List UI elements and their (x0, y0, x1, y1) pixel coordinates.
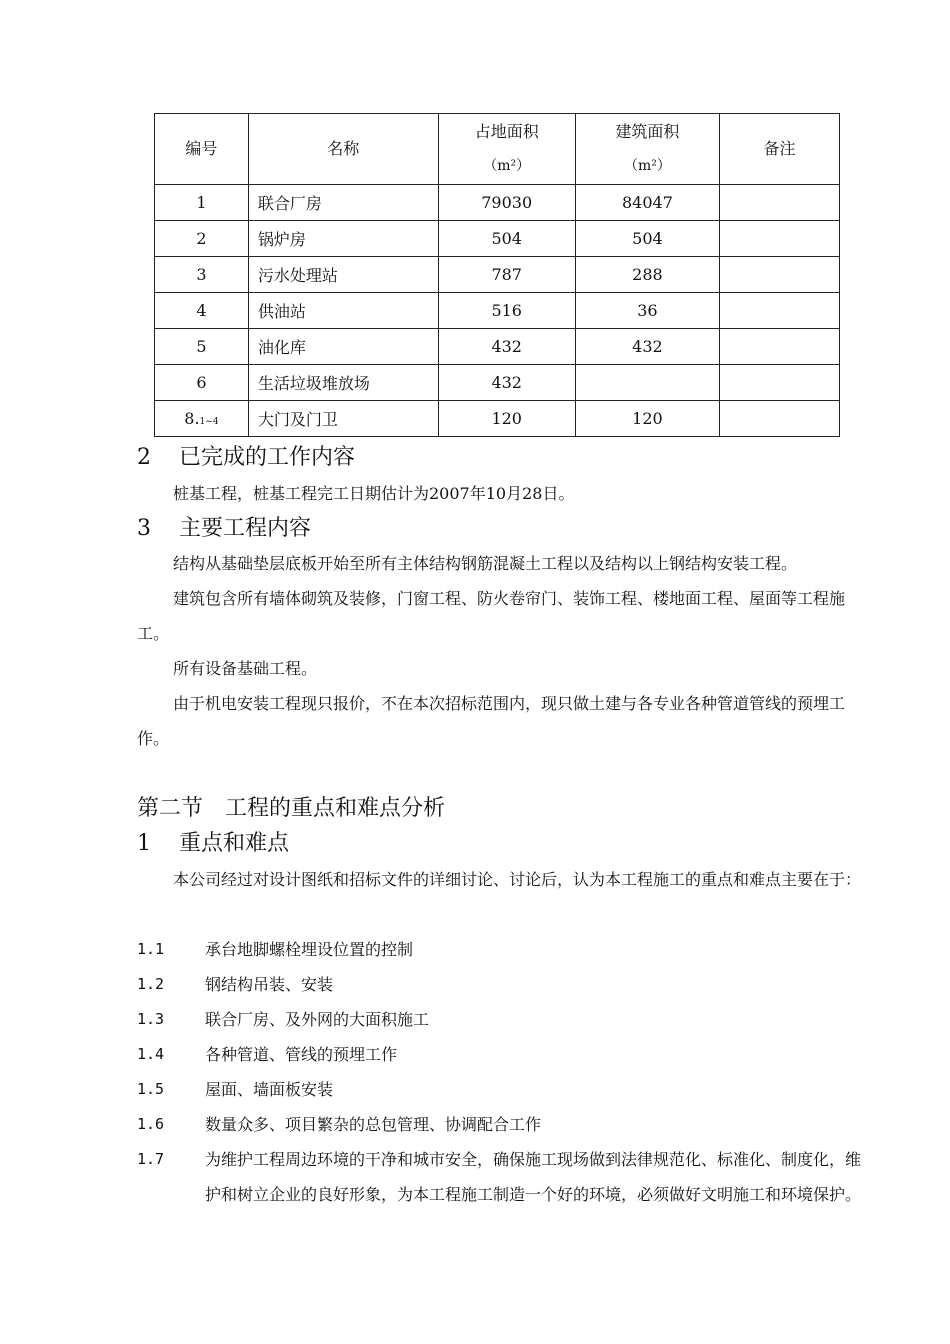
section-heading-completed (137, 440, 355, 471)
paragraph: 建筑包含所有墙体砌筑及装修，门窗工程、防火卷帘门、装饰工程、楼地面工程、屋面等工程施工。 (137, 589, 846, 643)
section-main-work-body (137, 546, 872, 756)
cell-name: 供油站 (248, 293, 438, 329)
cell-name: 污水处理站 (248, 257, 438, 293)
section-title: 重点和难点 (179, 831, 290, 856)
cell-no-text: 4 (196, 301, 207, 320)
cell-no (155, 329, 249, 365)
header-build-area-unit: （m²） (623, 158, 671, 174)
cell-land-area: 432 (438, 329, 575, 365)
header-land-area (438, 114, 575, 185)
cell-note (720, 221, 840, 257)
cell-land-area: 432 (438, 365, 575, 401)
cell-name: 锅炉房 (248, 221, 438, 257)
section-number: 2 (137, 445, 151, 470)
cell-note (720, 401, 840, 437)
list-item-number: 1.4 (137, 1045, 165, 1063)
list-item-text: 承台地脚螺栓埋设位置的控制 (205, 940, 414, 959)
cell-no-text: 5 (196, 337, 207, 356)
cell-no-subscript: 1~4 (199, 417, 219, 427)
cell-no-text: 2 (196, 229, 207, 248)
chapter-heading: 第二节 工程的重点和难点分析 (137, 796, 446, 821)
list-item-text: 数量众多、项目繁杂的总包管理、协调配合工作 (205, 1115, 542, 1134)
paragraph: 由于机电安装工程现只报价，不在本次招标范围内，现只做土建与各专业各种管道管线的预埋工作。 (137, 694, 846, 748)
header-land-area-label: 占地面积 (474, 122, 539, 141)
cell-note (720, 329, 840, 365)
section-heading-key-points (137, 826, 289, 857)
cell-name: 油化库 (248, 329, 438, 365)
header-build-area (575, 114, 719, 185)
list-item-number: 1.7 (137, 1150, 165, 1168)
cell-no (155, 185, 249, 221)
cell-build-area: 504 (575, 221, 719, 257)
cell-note (720, 293, 840, 329)
cell-no-text: 3 (196, 265, 207, 284)
key-points-intro (137, 862, 872, 897)
building-area-table (154, 113, 840, 437)
table-row (155, 257, 840, 293)
section-number: 3 (137, 516, 151, 541)
list-item-number: 1.6 (137, 1115, 165, 1133)
cell-land-area: 120 (438, 401, 575, 437)
cell-no (155, 293, 249, 329)
cell-land-area: 504 (438, 221, 575, 257)
paragraph: 桩基工程，桩基工程完工日期估计为2007年10月28日。 (173, 484, 575, 503)
list-item-number: 1.5 (137, 1080, 165, 1098)
list-item-text: 屋面、墙面板安装 (205, 1080, 334, 1099)
header-name: 名称 (248, 114, 438, 185)
cell-note (720, 365, 840, 401)
header-no: 编号 (155, 114, 249, 185)
cell-build-area: 84047 (575, 185, 719, 221)
paragraph: 本公司经过对设计图纸和招标文件的详细讨论、讨论后，认为本工程施工的重点和难点主要在于： (173, 870, 862, 889)
table-header-row (155, 114, 840, 185)
cell-land-area: 79030 (438, 185, 575, 221)
table-row (155, 401, 840, 437)
table-row (155, 365, 840, 401)
section-heading-main-work (137, 511, 311, 542)
section-number: 1 (137, 831, 151, 856)
list-item-text: 各种管道、管线的预埋工作 (205, 1045, 398, 1064)
section-completed-body (137, 476, 872, 511)
cell-no-text: 8. (184, 409, 200, 428)
table-row (155, 185, 840, 221)
header-land-area-unit: （m²） (483, 158, 531, 174)
cell-no (155, 221, 249, 257)
cell-no-text: 1 (196, 193, 207, 212)
list-item-text: 钢结构吊装、安装 (205, 975, 334, 994)
list-item-number: 1.2 (137, 975, 165, 993)
table-row (155, 293, 840, 329)
cell-name: 生活垃圾堆放场 (248, 365, 438, 401)
cell-name: 联合厂房 (248, 185, 438, 221)
cell-build-area (575, 365, 719, 401)
section-title: 主要工程内容 (179, 516, 312, 541)
cell-no-text: 6 (196, 373, 207, 392)
table-row (155, 221, 840, 257)
cell-note (720, 185, 840, 221)
cell-land-area: 516 (438, 293, 575, 329)
header-note: 备注 (720, 114, 840, 185)
cell-build-area: 432 (575, 329, 719, 365)
list-item-text: 联合厂房、及外网的大面积施工 (205, 1010, 430, 1029)
cell-no (155, 401, 249, 437)
paragraph: 所有设备基础工程。 (173, 659, 318, 678)
paragraph: 结构从基础垫层底板开始至所有主体结构钢筋混凝土工程以及结构以上钢结构安装工程。 (173, 554, 798, 573)
table-row (155, 329, 840, 365)
cell-no (155, 365, 249, 401)
cell-build-area: 120 (575, 401, 719, 437)
list-item-number: 1.1 (137, 940, 165, 958)
list-item-number: 1.3 (137, 1010, 165, 1028)
header-build-area-label: 建筑面积 (615, 122, 680, 141)
cell-build-area: 36 (575, 293, 719, 329)
cell-note (720, 257, 840, 293)
cell-no (155, 257, 249, 293)
section-title: 已完成的工作内容 (179, 445, 356, 470)
cell-land-area: 787 (438, 257, 575, 293)
list-item-text: 为维护工程周边环境的干净和城市安全，确保施工现场做到法律规范化、标准化、制度化，维护和树立企业的良好形象，为本工程施工制造一个好的环境，必须做好文明施工和环境保护。 (205, 1150, 862, 1204)
cell-name: 大门及门卫 (248, 401, 438, 437)
cell-build-area: 288 (575, 257, 719, 293)
